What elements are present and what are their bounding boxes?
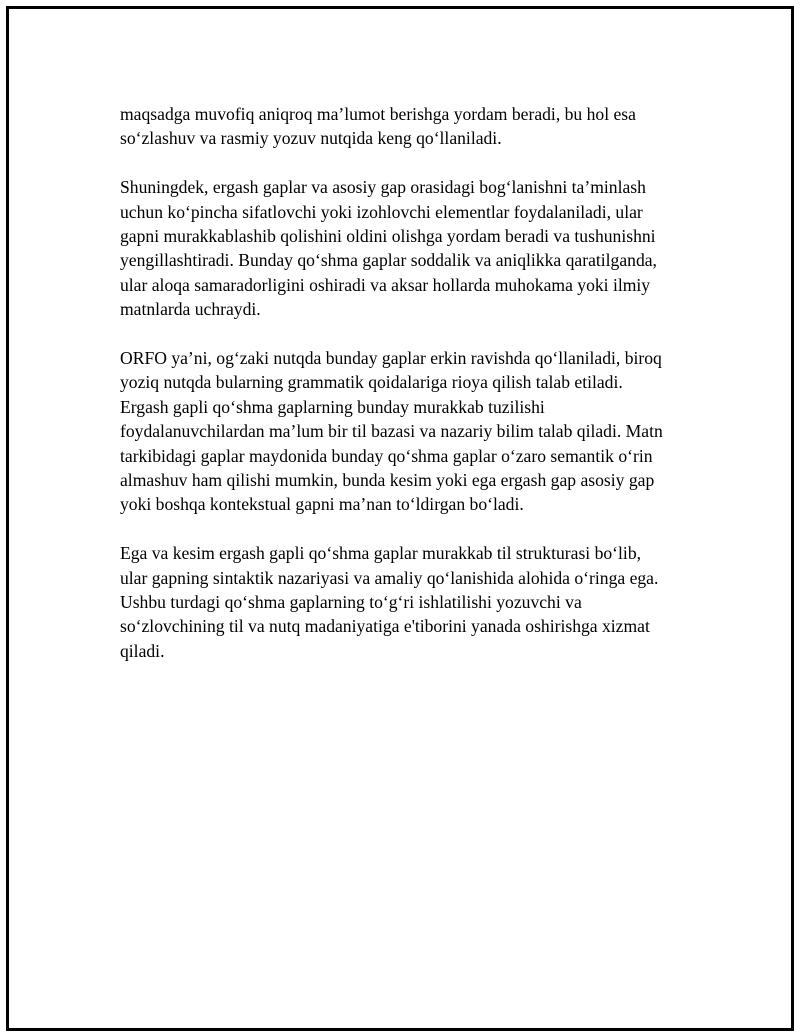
page-border <box>6 6 794 1031</box>
paragraph-3: ORFO ya’ni, og‘zaki nutqda bunday gaplar erkin ravishda qo‘llaniladi, biroq yoziq nutqda bularning grammatik qoidalariga rioya qilish talab etiladi. Ergash gapli qo‘shma gaplarning bunday murakkab tuzilishi foydalanuvchilardan ma’lum bir til bazasi va nazariy bilim talab qiladi. Matn tarkibidagi gaplar maydonida bunday qo‘shma gaplar o‘zaro semantik o‘rin almashuv ham qilishi mumkin, bunda kesim yoki ega ergash gap asosiy gap yoki boshqa kontekstual gapni ma’nan to‘ldirgan bo‘ladi. <box>120 348 663 515</box>
paragraph-1: maqsadga muvofiq aniqroq ma’lumot berishga yordam beradi, bu hol esa so‘zlashuv va rasmiy yozuv nutqida keng qo‘llaniladi. <box>120 104 636 149</box>
paragraph-2: Shuningdek, ergash gaplar va asosiy gap orasidagi bog‘lanishni ta’minlash uchun ko‘pincha sifatlovchi yoki izohlovchi elementlar foydalaniladi, ular gapni murakkablashib qolishini oldini olishga yordam beradi va tushunishni yengillashtiradi. Bunday qo‘shma gaplar soddalik va aniqlikka qaratilganda, ular aloqa samaradorligini oshiradi va aksar hollarda muhokama yoki ilmiy matnlarda uchraydi. <box>120 177 657 320</box>
paragraph-4: Ega va kesim ergash gapli qo‘shma gaplar murakkab til strukturasi bo‘lib, ular gapning sintaktik nazariyasi va amaliy qo‘lanishida alohida o‘ringa ega. Ushbu turdagi qo‘shma gaplarning to‘g‘ri ishlatilishi yozuvchi va so‘zlovchining til va nutq madaniyatiga e'tiborini yanada oshirishga xizmat qiladi. <box>120 543 659 661</box>
document-body <box>120 102 710 688</box>
